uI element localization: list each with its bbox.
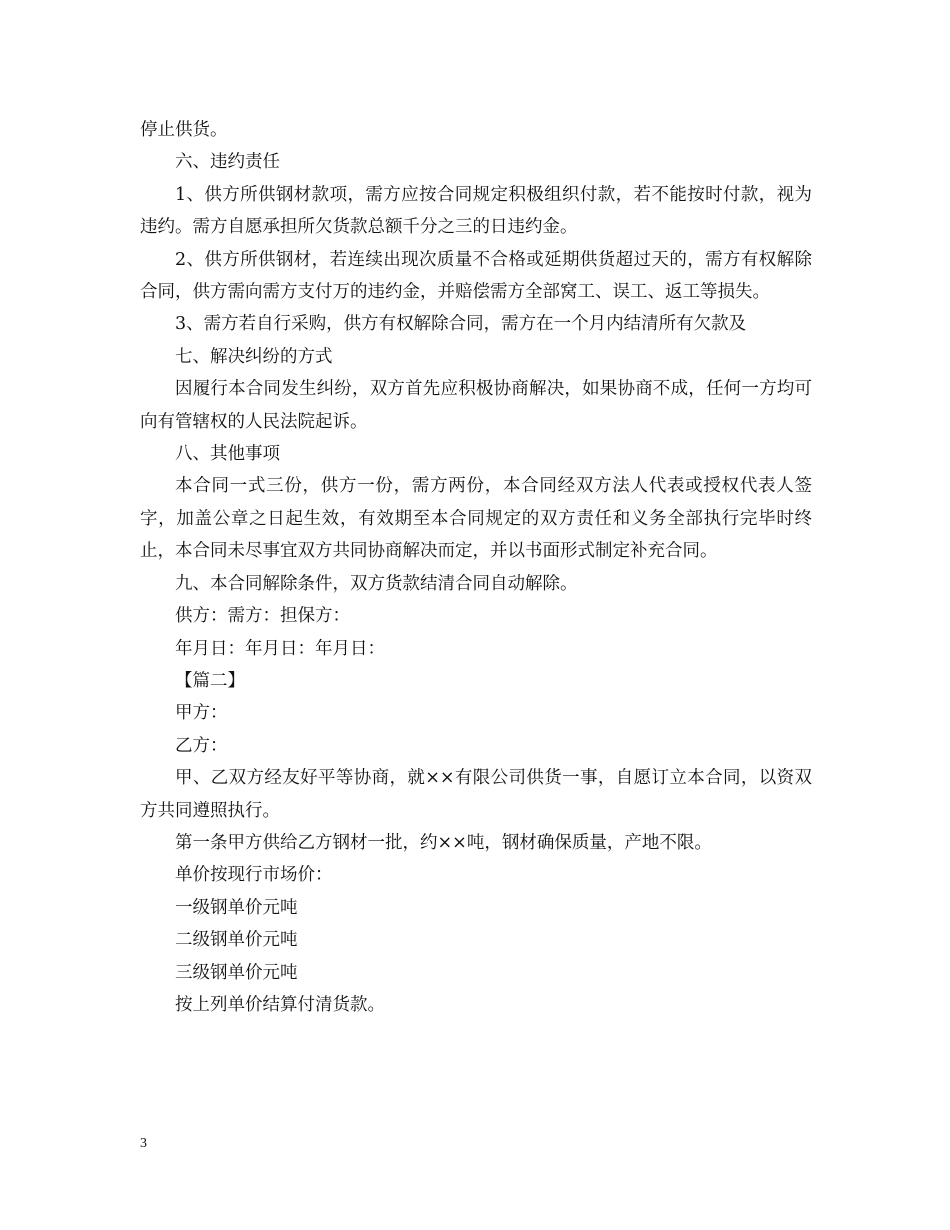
- paragraph-agreement-intro: 甲、乙双方经友好平等协商，就××有限公司供货一事，自愿订立本合同，以资双方共同遵照执行。: [140, 768, 812, 821]
- paragraph-unit-price-basis: 单价按现行市场价：: [175, 865, 333, 886]
- document-body: [140, 114, 812, 1021]
- price-line-grade-two: 二级钢单价元吨: [175, 930, 298, 951]
- paragraph-clause-6-2: 2、供方所供钢材，若连续出现次质量不合格或延期供货超过天的，需方有权解除合同，供方需向需方支付万的违约金，并赔偿需方全部窝工、误工、返工等损失。: [140, 249, 812, 303]
- paragraph-clause-6-1: 1、供方所供钢材款项，需方应按合同规定积极组织付款，若不能按时付款，视为违约。需方自愿承担所欠货款总额千分之三的日违约金。: [140, 184, 812, 238]
- page-number: 3: [140, 1136, 147, 1151]
- price-line-grade-three: 三级钢单价元吨: [175, 962, 298, 983]
- signature-parties-line: 供方：需方：担保方：: [175, 606, 350, 627]
- party-b-line: 乙方：: [175, 735, 228, 756]
- paragraph-termination-conditions: 九、本合同解除条件，双方货款结清合同自动解除。: [175, 573, 578, 594]
- section-heading-dispute-resolution: 七、解决纠纷的方式: [175, 346, 333, 367]
- paragraph-stop-supply: 停止供货。: [140, 120, 228, 140]
- paragraph-article-one: 第一条甲方供给乙方钢材一批，约××吨，钢材确保质量，产地不限。: [175, 832, 712, 853]
- section-heading-breach-liability: 六、违约责任: [175, 152, 280, 173]
- paragraph-clause-6-3: 3、需方若自行采购，供方有权解除合同，需方在一个月内结清所有欠款及: [175, 314, 747, 335]
- paragraph-dispute-resolution: 因履行本合同发生纠纷，双方首先应积极协商解决，如果协商不成，任何一方均可向有管辖权的人民法院起诉。: [140, 379, 812, 432]
- paragraph-other-matters: 本合同一式三份，供方一份，需方两份，本合同经双方法人代表或授权代表人签字，加盖公章之日起生效，有效期至本合同规定的双方责任和义务全部执行完毕时终止，本合同未尽事宜双方共同协商解决而定，并以书面形式制定补充合同。: [140, 476, 812, 562]
- party-a-line: 甲方：: [175, 703, 228, 724]
- paragraph-settlement: 按上列单价结算付清货款。: [175, 994, 385, 1015]
- signature-dates-line: 年月日：年月日：年月日：: [175, 638, 385, 659]
- price-line-grade-one: 一级钢单价元吨: [175, 897, 298, 918]
- section-heading-other-matters: 八、其他事项: [175, 444, 280, 465]
- section-heading-part-two: 【篇二】: [175, 670, 245, 691]
